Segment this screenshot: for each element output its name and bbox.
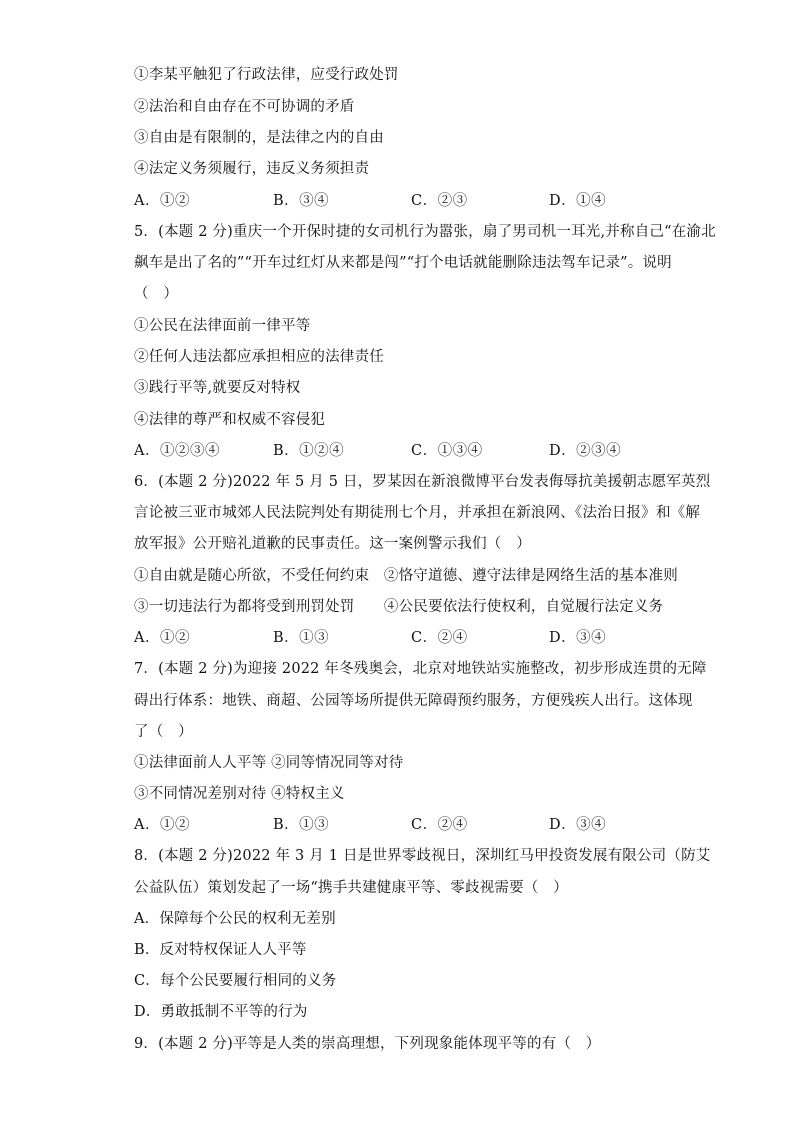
q5-item-2: ②任何人违法都应承担相应的法律责任 xyxy=(134,349,384,365)
q7-items-row-2: ③不同情况差别对待 ④特权主义 xyxy=(134,786,345,802)
q4-item-1: ①李某平触犯了行政法律，应受行政处罚 xyxy=(134,67,399,83)
q5-item-3: ③践行平等,就要反对特权 xyxy=(134,380,301,396)
q8-stem-line-2: 公益队伍）策划发起了一场“携手共建健康平等、零歧视需要（ ） xyxy=(134,880,568,896)
q6-option-d[interactable]: D．③④ xyxy=(549,630,607,646)
q4-option-d[interactable]: D．①④ xyxy=(549,193,607,209)
q4-options xyxy=(0,191,794,211)
q8-choice-c[interactable]: C．每个公民要履行相同的义务 xyxy=(134,973,337,989)
q6-stem-line-3: 放军报》公开赔礼道歉的民事责任。这一案例警示我们（ ） xyxy=(134,536,531,552)
q6-option-b[interactable]: B．①③ xyxy=(273,630,330,646)
q5-stem-line-1: 5．(本题 2 分)重庆一个开保时捷的女司机行为嚣张，扇了男司机一耳光,并称自己“在渝北 xyxy=(134,224,716,240)
q7-option-c[interactable]: C．②④ xyxy=(411,817,468,833)
q7-stem-line-3: 了（ ） xyxy=(134,724,193,740)
q8-choice-d[interactable]: D．勇敢抵制不平等的行为 xyxy=(134,1004,308,1020)
q6-option-a[interactable]: A．①② xyxy=(134,630,190,646)
q5-stem-line-3: （ ） xyxy=(134,286,179,302)
q6-option-c[interactable]: C．②④ xyxy=(411,630,468,646)
q5-option-a[interactable]: A．①②③④ xyxy=(134,443,220,459)
q4-option-c[interactable]: C．②③ xyxy=(411,193,468,209)
q7-option-a[interactable]: A．①② xyxy=(134,817,190,833)
q6-stem-line-1: 6．(本题 2 分)2022 年 5 月 5 日，罗某因在新浪微博平台发表侮辱抗美援朝志愿军英烈 xyxy=(134,474,711,490)
q8-choice-a[interactable]: A．保障每个公民的权利无差别 xyxy=(134,911,336,927)
q7-stem-line-2: 碍出行体系：地铁、商超、公园等场所提供无障碍预约服务，方便残疾人出行。这体现 xyxy=(134,693,693,709)
q9-stem-line-1: 9．(本题 2 分)平等是人类的崇高理想，下列现象能体现平等的有（ ） xyxy=(134,1036,601,1052)
q5-option-b[interactable]: B．①②④ xyxy=(273,443,345,459)
q7-items-row-1: ①法律面前人人平等 ②同等情况同等对待 xyxy=(134,755,404,771)
q5-options xyxy=(0,441,794,461)
q5-item-4: ④法律的尊严和权威不容侵犯 xyxy=(134,412,326,428)
q6-items-row-1: ①自由就是随心所欲，不受任何约束 ②恪守道德、遵守法律是网络生活的基本准则 xyxy=(134,568,678,584)
q4-item-4: ④法定义务须履行，违反义务须担责 xyxy=(134,161,370,177)
q7-options xyxy=(0,815,794,835)
q6-items-row-2: ③一切违法行为都将受到刑罚处罚 ④公民要依法行使权利，自觉履行法定义务 xyxy=(134,599,664,615)
q7-stem-line-1: 7．(本题 2 分)为迎接 2022 年冬残奥会，北京对地铁站实施整改，初步形成连贯的无障 xyxy=(134,661,707,677)
q4-item-2: ②法治和自由存在不可协调的矛盾 xyxy=(134,99,355,115)
q8-stem-line-1: 8．(本题 2 分)2022 年 3 月 1 日是世界零歧视日，深圳红马甲投资发展有限公司（防艾 xyxy=(134,848,711,864)
q4-item-3: ③自由是有限制的，是法律之内的自由 xyxy=(134,130,384,146)
q5-item-1: ①公民在法律面前一律平等 xyxy=(134,318,311,334)
q6-stem-line-2: 言论被三亚市城郊人民法院判处有期徒刑七个月，并承担在新浪网、《法治日报》和《解 xyxy=(134,505,701,521)
q8-choice-b[interactable]: B．反对特权保证人人平等 xyxy=(134,942,307,958)
q5-stem-line-2: 飙车是出了名的”“开车过红灯从来都是闯”“打个电话就能删除违法驾车记录”。说明 xyxy=(134,255,672,271)
q7-option-b[interactable]: B．①③ xyxy=(273,817,330,833)
q7-option-d[interactable]: D．③④ xyxy=(549,817,607,833)
q4-option-a[interactable]: A．①② xyxy=(134,193,190,209)
q4-option-b[interactable]: B．③④ xyxy=(273,193,330,209)
q5-option-d[interactable]: D．②③④ xyxy=(549,443,622,459)
q5-option-c[interactable]: C．①③④ xyxy=(411,443,483,459)
q6-options xyxy=(0,628,794,648)
